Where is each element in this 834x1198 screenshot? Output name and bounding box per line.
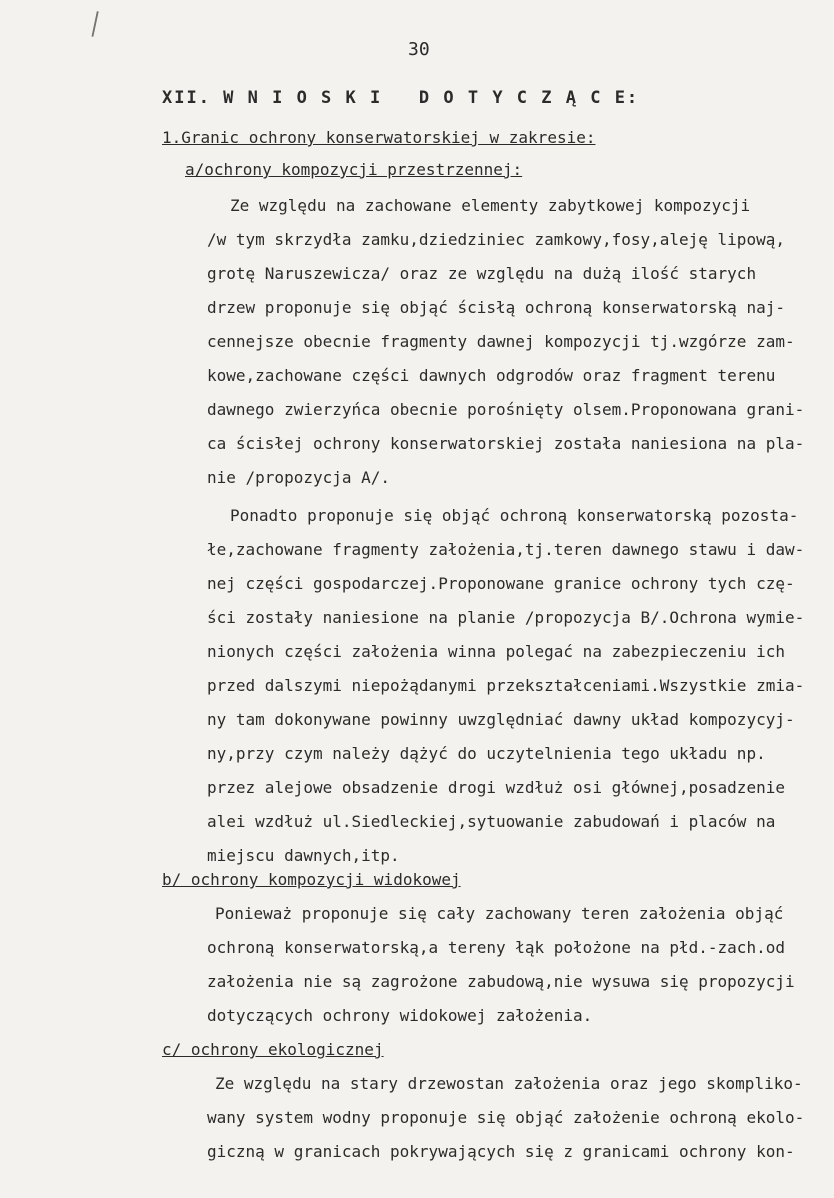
text-line: Ze względu na zachowane elementy zabytkowej kompozycji [230,196,751,215]
text-line: ochroną konserwatorską,a tereny łąk położone na płd.-zach.od [207,938,785,957]
text-line: łe,zachowane fragmenty założenia,tj.teren dawnego stawu i daw- [207,540,805,559]
text-line: ny,przy czym należy dążyć do uczytelnienia tego układu np. [207,744,766,763]
section-1-title: 1.Granic ochrony konserwatorskiej w zakresie: [162,128,596,147]
text-line: Ze względu na stary drzewostan założenia oraz jego skompliko- [215,1074,803,1093]
text-line: Ponieważ proponuje się cały zachowany teren założenia objąć [215,904,784,923]
margin-mark [91,11,108,39]
text-line: /w tym skrzydła zamku,dziedziniec zamkowy,fosy,aleję lipową, [207,230,785,249]
text-line: drzew proponuje się objąć ścisłą ochroną konserwatorską naj- [207,298,785,317]
text-line: założenia nie są zagrożone zabudową,nie wysuwa się propozycji [207,972,795,991]
text-line: nionych części założenia winna polegać na zabezpieczeniu ich [207,642,785,661]
text-line: nie /propozycja A/. [207,468,391,487]
text-line: Ponadto proponuje się objąć ochroną konserwatorską pozosta- [230,506,799,525]
page-number: 30 [408,39,430,60]
text-line: wany system wodny proponuje się objąć założenie ochroną ekolo- [207,1108,805,1127]
text-line: alei wzdłuż ul.Siedleckiej,sytuowanie zabudowań i placów na [207,812,776,831]
text-line: miejscu dawnych,itp. [207,846,400,865]
text-line: przez alejowe obsadzenie drogi wzdłuż osi głównej,posadzenie [207,778,785,797]
text-line: cennejsze obecnie fragmenty dawnej kompozycji tj.wzgórze zam- [207,332,795,351]
text-line: ści zostały naniesione na planie /propozycja B/.Ochrona wymie- [207,608,805,627]
text-line: dotyczących ochrony widokowej założenia. [207,1006,593,1025]
text-line: ny tam dokonywane powinny uwzględniać dawny układ kompozycyj- [207,710,795,729]
text-line: kowe,zachowane części dawnych odgrodów oraz fragment terenu [207,366,776,385]
text-line: giczną w granicach pokrywających się z granicami ochrony kon- [207,1142,795,1161]
subsection-b-title: b/ ochrony kompozycji widokowej [162,870,461,889]
section-heading: XII. W N I O S K I D O T Y C Z Ą C E: [162,88,640,108]
text-line: dawnego zwierzyńca obecnie porośnięty olsem.Proponowana grani- [207,400,805,419]
text-line: nej części gospodarczej.Proponowane granice ochrony tych czę- [207,574,795,593]
text-line: ca ścisłej ochrony konserwatorskiej została naniesiona na pla- [207,434,805,453]
subsection-c-title: c/ ochrony ekologicznej [162,1040,384,1059]
text-line: przed dalszymi niepożądanymi przekształceniami.Wszystkie zmia- [207,676,805,695]
text-line: grotę Naruszewicza/ oraz ze względu na dużą ilość starych [207,264,757,283]
subsection-a-title: a/ochrony kompozycji przestrzennej: [185,160,523,179]
